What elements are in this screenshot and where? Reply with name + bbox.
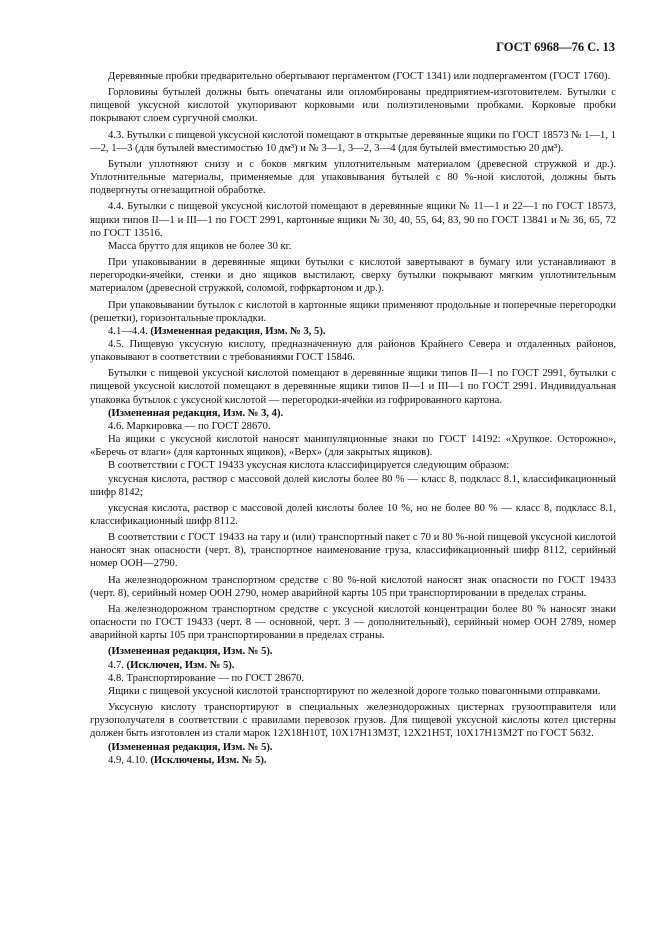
- amendment-note: (Измененная редакция, Изм. № 5).: [108, 741, 273, 753]
- paragraph: В соответствии с ГОСТ 19433 уксусная кислота классифицируется следующим образом:: [108, 460, 510, 472]
- paragraph: Деревянные пробки предварительно обертывают пергаментом (ГОСТ 1341) или подпергаментом (ГОСТ 1760).: [108, 71, 611, 82]
- paragraph: При упаковывании бутылок с кислотой в картонные ящики применяют продольные и поперечные перегородки (решетки), горизонтальные прокладки.: [90, 299, 616, 324]
- amendment-note: (Измененная редакция, Изм. № 3, 4).: [108, 407, 284, 419]
- paragraph: 4.3. Бутылки с пищевой уксусной кислотой помещают в открытые деревянные ящики по ГОСТ 18573 № 1—1, 1—2, 1—3 (для бутылей вместимостью 10 дм³) и № 3—1, 3—2, 3—4 (для бутылей вместимостью 20 дм³).: [90, 129, 616, 154]
- paragraph: 4.5. Пищевую уксусную кислоту, предназначенную для районов Крайнего Севера и отдаленных районов, упаковывают в соответствии с требованиями ГОСТ 15846.: [90, 338, 616, 364]
- paragraph: 4.8. Транспортирование — по ГОСТ 28670.: [108, 672, 305, 684]
- paragraph: уксусная кислота, раствор с массовой долей кислоты более 80 % — класс 8, подкласс 8.1, классификационный шифр 8142;: [90, 473, 616, 498]
- paragraph: уксусная кислота, раствор с массовой долей кислоты более 10 %, но не более 80 % — класс 8, подкласс 8.1, классификационный шифр 8112.: [90, 502, 616, 527]
- paragraph: 4.6. Маркировка — по ГОСТ 28670.: [108, 420, 271, 432]
- amendment-note: 4.9, 4.10. (Исключены, Изм. № 5).: [108, 754, 267, 766]
- amendment-note: (Измененная редакция, Изм. № 5).: [108, 646, 273, 658]
- paragraph: Бутылки с пищевой уксусной кислотой помещают в деревянные ящики типов II—1 по ГОСТ 2991, бутылки с пищевой уксусной кислотой помещают в деревянные ящики типов II—1 и III—1 по ГОСТ 2991. Индивидуальная упаковка бутылок с уксусной кислотой — перегородки-ячейки из гофрированного картона.: [90, 368, 616, 406]
- paragraph: Уксусную кислоту транспортируют в специальных железнодорожных цистернах грузоотправителя или грузополучателя в соответствии с правилами перевозок грузов. Для пищевой уксусной кислоты котел цистерны должен быть изготовлен из стали марок 12Х18Н10Т, 10Х17Н13М3Т, 12Х21Н5Т, 10Х17Н13М2Т по ГОСТ 5632.: [90, 702, 616, 740]
- paragraph: 4.4. Бутылки с пищевой уксусной кислотой помещают в деревянные ящики № 11—1 и 22—1 по ГОСТ 18573, ящики типов II—1 и III—1 по ГОСТ 2991, картонные ящики № 30, 40, 55, 64, 83, 90 по ГОСТ 13841 и № 36, 65, 72 по ГОСТ 13516.: [90, 201, 616, 239]
- amendment-note: 4.7. (Исключен, Изм. № 5).: [108, 659, 235, 671]
- amendment-note: 4.1—4.4. (Измененная редакция, Изм. № 3, 5).: [108, 325, 326, 337]
- paragraph: Горловины бутылей должны быть опечатаны или опломбированы предприятием-изготовителем. Бутылки с пищевой уксусной кислотой укупоривают корковыми или полиэтиленовыми пробками. Корковые пробки покрывают слоем сургучной смолки.: [90, 87, 616, 125]
- paragraph: Ящики с пищевой уксусной кислотой транспортируют по железной дороге только повагонными отправками.: [108, 685, 601, 697]
- paragraph: На железнодорожном транспортном средстве с уксусной кислотой концентрации более 80 % наносят знаки опасности по ГОСТ 19433 (черт. 8 — основной, черт. 3 — дополнительный), серийный номер ООН 2789, номер аварийной карты 105 при транспортировании в пределах страны.: [90, 603, 616, 642]
- paragraph: На железнодорожном транспортном средстве с 80 %-ной кислотой наносят знак опасности по ГОСТ 19433 (черт. 8), серийный номер ООН 2790, номер аварийной карты 105 при транспортировании в пределах страны.: [90, 574, 616, 599]
- paragraph: В соответствии с ГОСТ 19433 на тару и (или) транспортный пакет с 70 и 80 %-ной пищевой уксусной кислотой наносят знак опасности (черт. 8), транспортное наименование груза, классификационный шифр 8112, серийный номер ООН—2790.: [90, 532, 616, 570]
- paragraph: Бутыли уплотняют снизу и с боков мягким уплотнительным материалом (древесной стружкой и др.). Уплотнительные материалы, применяемые для упаковывания бутылей с 80 %-ной кислотой, должны быть подвергнуты огнезащитной обработке.: [90, 158, 616, 197]
- paragraph: На ящики с уксусной кислотой наносят манипуляционные знаки по ГОСТ 14192: «Хрупкое. Осторожно», «Беречь от влаги» (для картонных ящиков), «Верх» (для закрытых ящиков).: [90, 434, 616, 459]
- document-body: [90, 70, 616, 767]
- paragraph: При упаковывании в деревянные ящики бутылки с кислотой завертывают в бумагу или устанавливают в перегородки-ячейки, стенки и дно ящиков выстилают, сверху бутылки покрывают мягким уплотнительным материалом (древесной стружкой, соломой, гофркартоном и др.).: [90, 257, 616, 295]
- page-header: ГОСТ 6968—76 С. 13: [496, 40, 615, 54]
- paragraph: Масса брутто для ящиков не более 30 кг.: [108, 240, 292, 252]
